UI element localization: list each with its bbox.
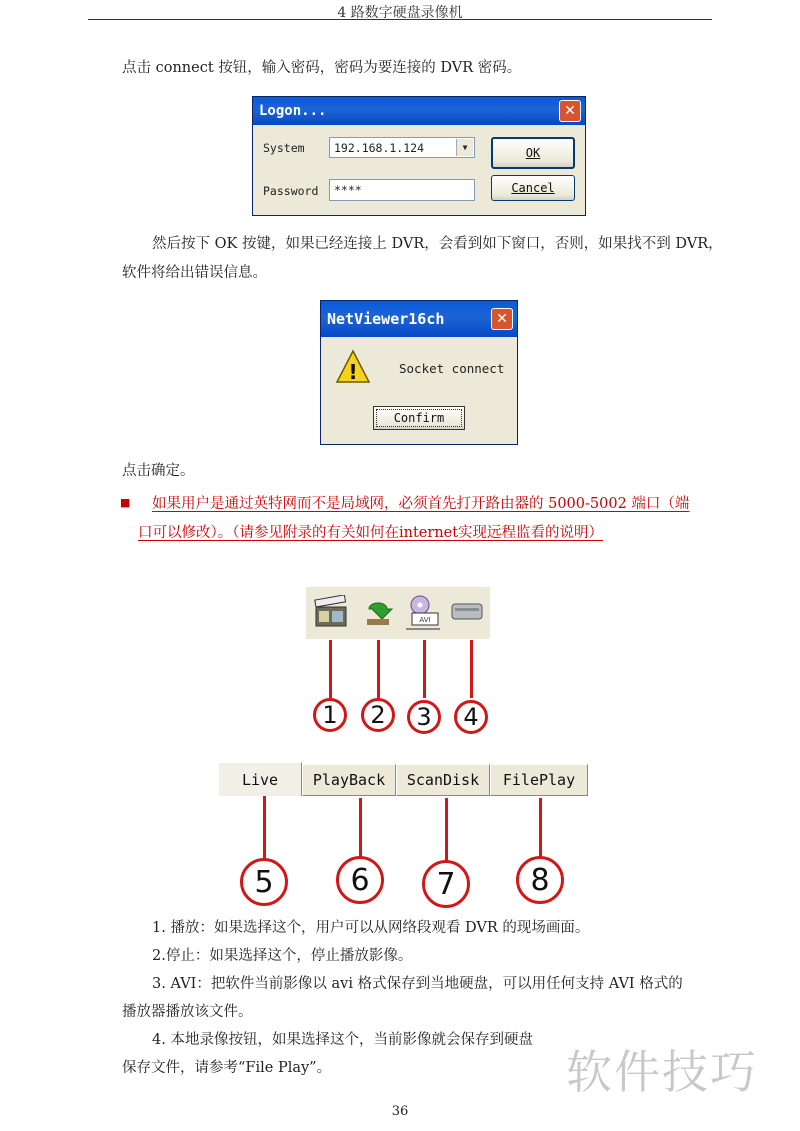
callout-number-2: 2 [361,698,395,732]
logon-title-bar [253,97,585,125]
close-icon[interactable]: ✕ [491,308,513,330]
chevron-down-icon[interactable]: ▼ [456,139,473,156]
svg-text:!: ! [348,360,358,384]
callout-line-7 [445,798,448,862]
system-combobox[interactable] [329,137,475,158]
password-value: **** [334,183,362,197]
router-note-line2: 口可以修改）。（请参见附录的有关如何在internet实现远程监看的说明） [138,525,604,541]
callout-line-8 [539,798,542,860]
router-note-line1: 如果用户是通过英特网而不是局域网，必须首先打开路由器的 5000-5002 端口（端 [152,496,690,512]
system-label: System [263,141,305,155]
callout-number-8: 8 [516,856,564,904]
callout-line-3 [423,640,426,698]
logon-dialog [252,96,586,216]
socket-message: Socket connect [399,361,505,376]
instruction-paragraph: 点击 connect 按钮，输入密码，密码为要连接的 DVR 密码。 [122,60,522,76]
confirm-button[interactable]: Confirm [373,406,465,430]
cancel-button[interactable]: Cancel [491,175,575,201]
page-number: 36 [391,1104,409,1119]
callout-number-6: 6 [336,856,384,904]
tab-playback[interactable]: PlayBack [302,764,396,796]
mode-tab-strip [218,762,590,796]
callout-line-1 [329,640,332,698]
warning-icon [335,349,371,385]
tab-scandisk[interactable]: ScanDisk [396,764,490,796]
system-value: 192.168.1.124 [334,140,425,155]
avi-save-icon[interactable] [406,593,440,631]
stop-arrow-icon[interactable] [361,595,395,629]
callout-number-4: 4 [454,700,488,734]
svg-text:AVI: AVI [419,616,431,624]
item-4-record-line2: 保存文件，请参考“File Play”。 [122,1060,332,1076]
local-record-icon[interactable] [450,599,484,625]
play-clapper-icon[interactable] [314,595,348,629]
logon-title: Logon... [259,103,327,119]
tab-live[interactable]: Live [218,762,302,796]
callout-number-7: 7 [422,860,470,908]
callout-line-6 [359,798,362,860]
callout-line-2 [377,640,380,698]
callout-number-5: 5 [240,858,288,906]
callout-number-3: 3 [407,700,441,734]
socket-connect-dialog [320,300,518,445]
callout-line-4 [470,640,473,698]
socket-title-bar [321,301,517,337]
close-icon[interactable]: ✕ [559,100,581,122]
tab-fileplay[interactable]: FilePlay [490,764,588,796]
header-rule [88,19,712,20]
item-1-play: 1. 播放：如果选择这个，用户可以从网络段观看 DVR 的现场画面。 [152,920,590,936]
callout-number-1: 1 [313,698,347,732]
password-field[interactable] [329,179,475,201]
result-paragraph-line1: 然后按下 OK 按键，如果已经连接上 DVR，会看到如下窗口，否则，如果找不到 DVR， [152,236,723,252]
item-4-record-line1: 4. 本地录像按钮，如果选择这个，当前影像就会保存到硬盘 [152,1032,533,1048]
toolbar-icon-strip [306,587,490,639]
ok-button[interactable]: OK [491,137,575,169]
running-header: 4 路数字硬盘录像机 [337,5,463,21]
bullet-square-icon: ■ [120,496,131,509]
confirm-instruction: 点击确定。 [122,463,195,479]
password-label: Password [263,184,319,198]
watermark: 软件技巧 [566,1045,758,1099]
item-2-stop: 2.停止：如果选择这个，停止播放影像。 [152,948,413,964]
callout-line-5 [263,796,266,860]
socket-title: NetViewer16ch [327,310,445,328]
result-paragraph-line2: 软件将给出错误信息。 [122,265,267,281]
item-3-avi-line1: 3. AVI：把软件当前影像以 avi 格式保存到当地硬盘，可以用任何支持 AVI 格式的 [152,976,683,992]
item-3-avi-line2: 播放器播放该文件。 [122,1004,253,1020]
